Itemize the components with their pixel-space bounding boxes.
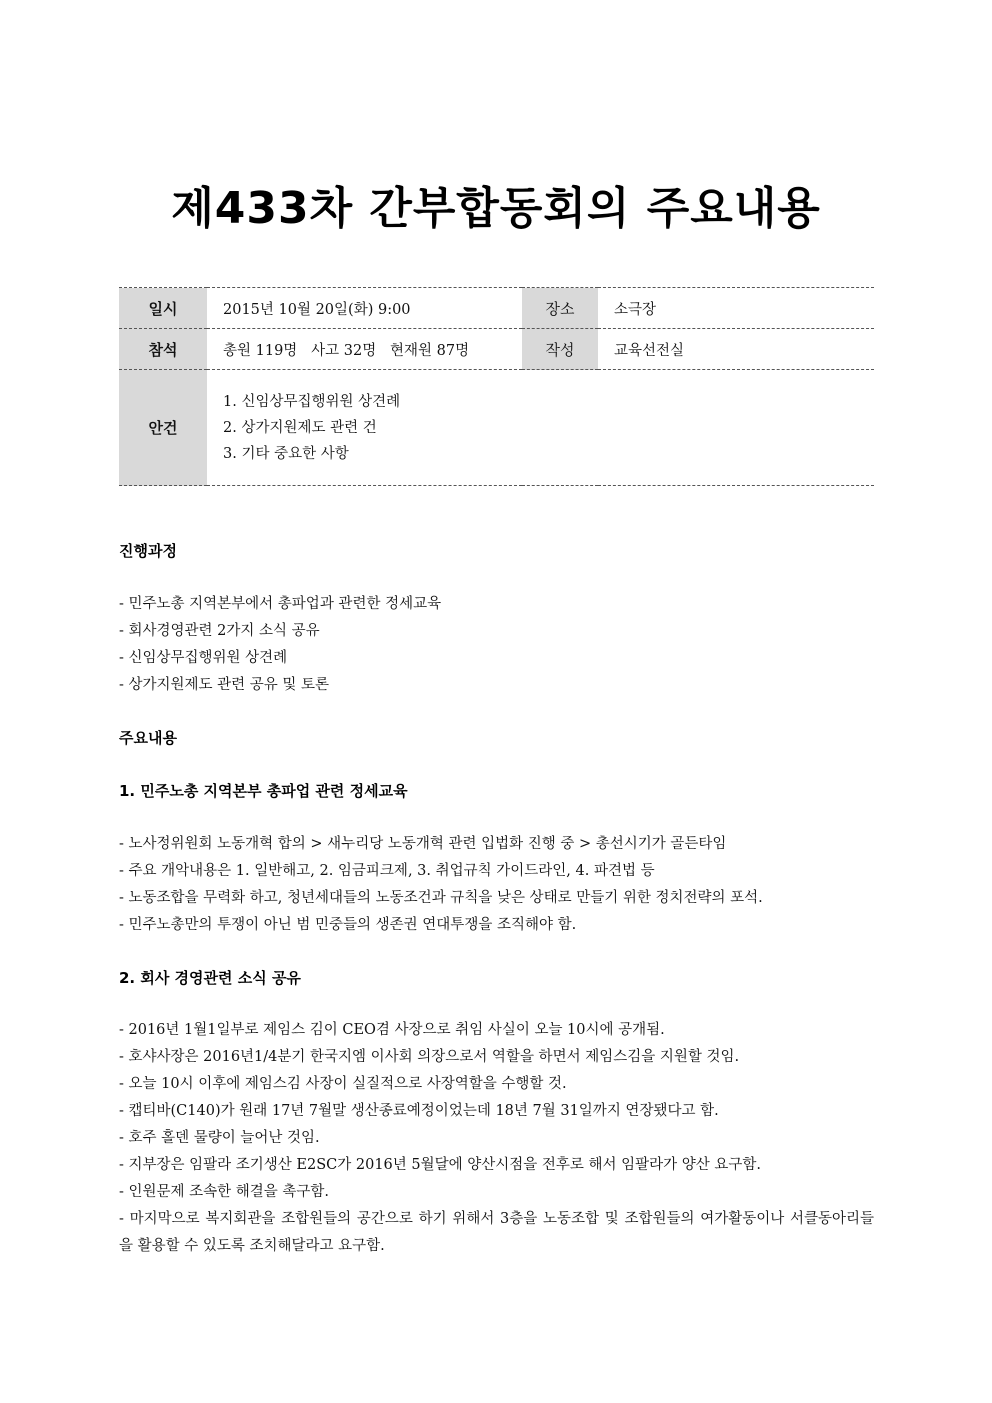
list-item: - 호주 홀덴 물량이 늘어난 것임.: [119, 1130, 320, 1146]
list-item: - 노동조합을 무력화 하고, 청년세대들의 노동조건과 규칙을 낮은 상태로 만들기 위한 정치전략의 포석.: [119, 890, 763, 906]
list-item: - 마지막으로 복지회관을 조합원들의 공간으로 하기 위해서 3층을 노동조합 및 조합원들의 여가활동이나 서클동아리들을 활용할 수 있도록 조치해달라고 요구함.: [119, 1211, 874, 1254]
agenda-list: [207, 370, 874, 486]
info-row-date: [119, 288, 874, 329]
section2-list: [119, 1017, 874, 1260]
section2-heading: 2. 회사 경영관련 소식 공유: [119, 969, 301, 987]
list-item: - 오늘 10시 이후에 제임스김 사장이 실질적으로 사장역할을 수행할 것.: [119, 1076, 567, 1092]
agenda-item: 2. 상가지원제도 관련 건: [223, 419, 377, 436]
author-value: 교육선전실: [598, 329, 874, 370]
meeting-info-table: [119, 287, 874, 486]
main-heading: 주요내용: [119, 729, 177, 747]
info-row-agenda: [119, 370, 874, 486]
section1-heading: 1. 민주노총 지역본부 총파업 관련 정세교육: [119, 782, 408, 800]
agenda-item: 1. 신임상무집행위원 상견례: [223, 393, 401, 410]
list-item: - 주요 개악내용은 1. 일반해고, 2. 임금피크제, 3. 취업규칙 가이드라인, 4. 파견법 등: [119, 863, 655, 879]
info-row-attendance: [119, 329, 874, 370]
list-item: - 민주노총만의 투쟁이 아닌 범 민중들의 생존권 연대투쟁을 조직해야 함.: [119, 917, 577, 933]
list-item: - 호샤사장은 2016년1/4분기 한국지엠 이사회 의장으로서 역할을 하면서 제임스김을 지원할 것임.: [119, 1049, 740, 1065]
list-item: - 민주노총 지역본부에서 총파업과 관련한 정세교육: [119, 596, 442, 612]
attendance-value: 총원 119명 사고 32명 현재원 87명: [207, 329, 522, 370]
progress-heading: 진행과정: [119, 542, 177, 560]
list-item: - 노사정위원회 노동개혁 합의 > 새누리당 노동개혁 관련 입법화 진행 중 > 총선시기가 골든타임: [119, 836, 727, 852]
place-value: 소극장: [598, 288, 874, 329]
list-item: - 회사경영관련 2가지 소식 공유: [119, 623, 320, 639]
author-label: 작성: [522, 329, 598, 370]
agenda-item: 3. 기타 중요한 사항: [223, 445, 349, 462]
list-item: - 신임상무집행위원 상견례: [119, 650, 288, 666]
list-item: - 캡티바(C140)가 원래 17년 7월말 생산종료예정이었는데 18년 7월 31일까지 연장됐다고 함.: [119, 1103, 719, 1119]
list-item: - 2016년 1월1일부로 제임스 김이 CEO겸 사장으로 취임 사실이 오늘 10시에 공개됨.: [119, 1022, 665, 1038]
section1-list: [119, 831, 874, 939]
place-label: 장소: [522, 288, 598, 329]
date-label: 일시: [119, 288, 207, 329]
list-item: - 상가지원제도 관련 공유 및 토론: [119, 677, 330, 693]
agenda-label: 안건: [119, 370, 207, 486]
progress-list: [119, 591, 874, 699]
document-title: 제433차 간부합동회의 주요내용: [171, 183, 821, 234]
list-item: - 지부장은 임팔라 조기생산 E2SC가 2016년 5월달에 양산시점을 전후로 해서 임팔라가 양산 요구함.: [119, 1157, 762, 1173]
attendance-label: 참석: [119, 329, 207, 370]
list-item: - 인원문제 조속한 해결을 촉구함.: [119, 1184, 330, 1200]
date-value: 2015년 10월 20일(화) 9:00: [207, 288, 522, 329]
